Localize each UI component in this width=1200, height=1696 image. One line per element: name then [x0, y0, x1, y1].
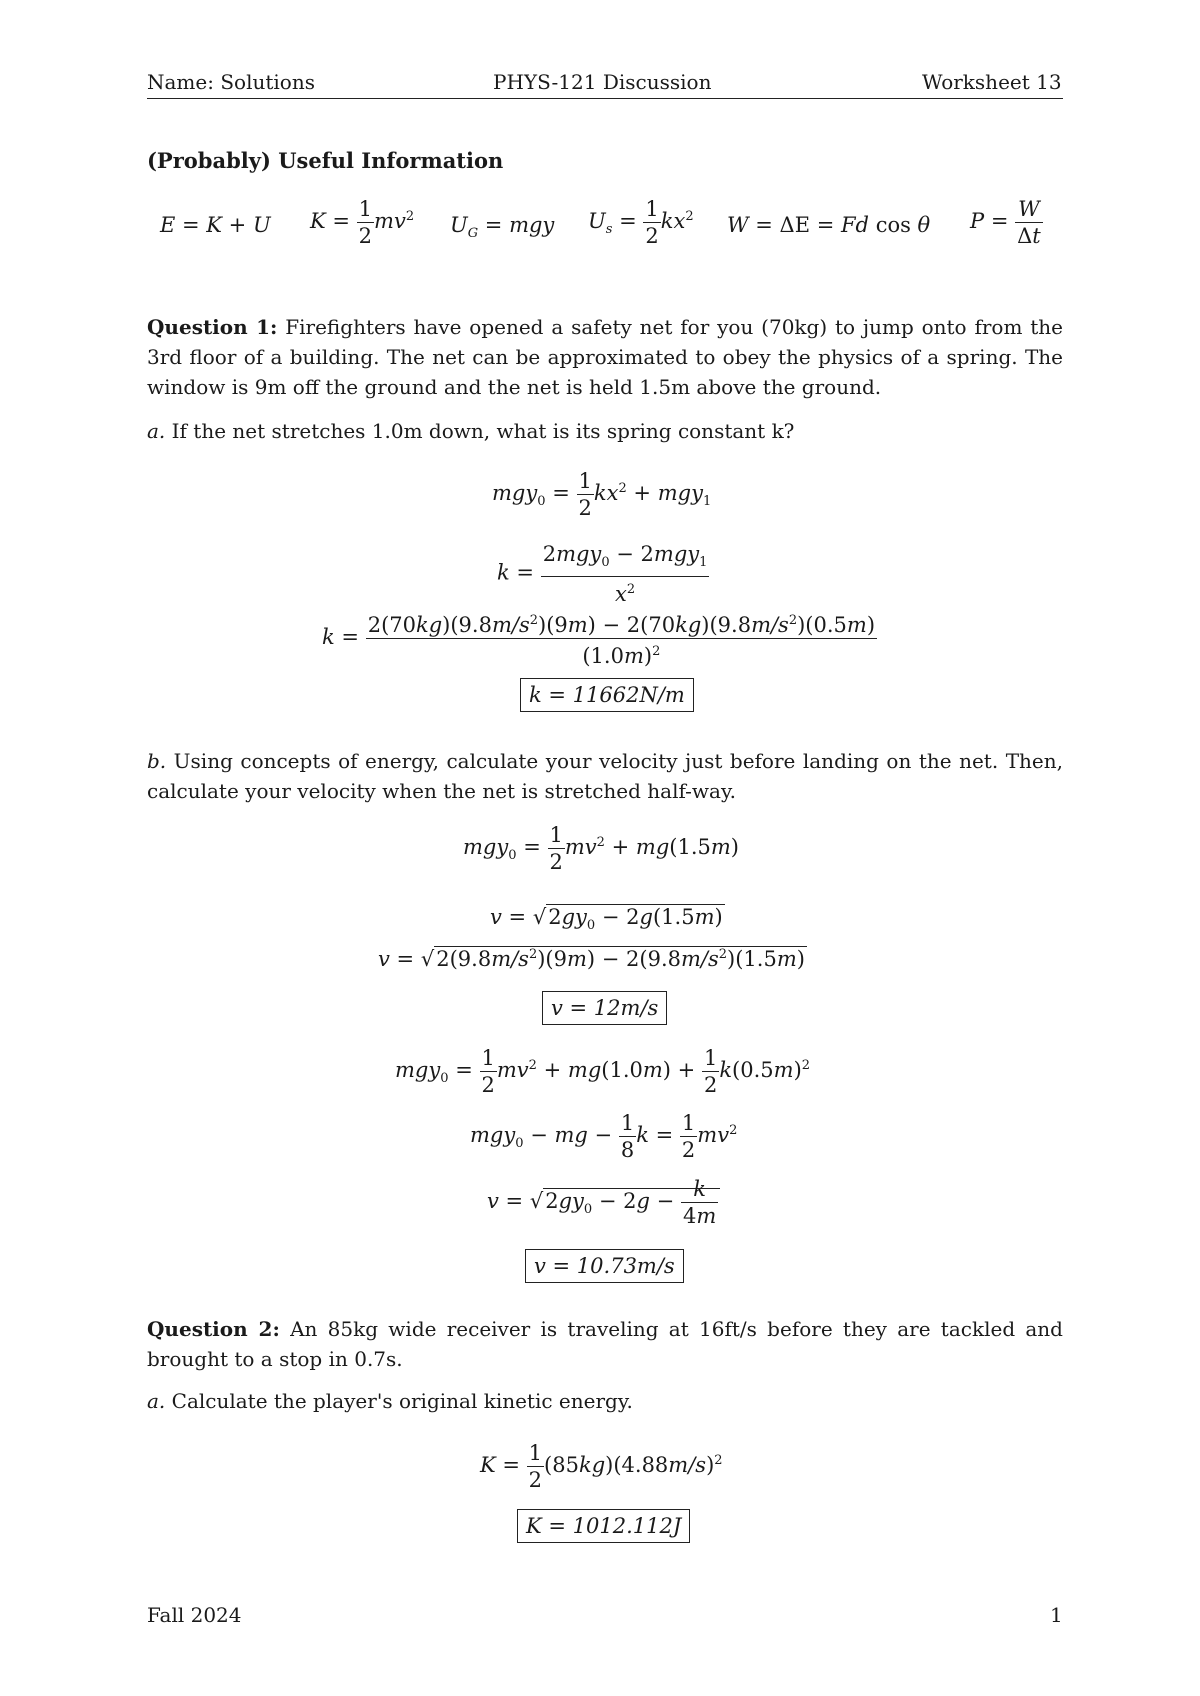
q1b-step-2: $v = √2gy_0 - 2g(1.5m)$ — [490, 905, 723, 934]
question-2-label: Question 2: — [147, 1317, 280, 1341]
formula-energy: E = K + U — [160, 213, 271, 237]
q1b-step-4: mgy$_0$ = $\frac{1}{2}$ $mv^2 + mg(1.0m)$ + $\frac{1}{2}$ $k(0.5m)^2$ — [395, 1046, 811, 1097]
q1a-step-1: mgy$_0$ = $\frac{1}{2}$ $kx^2 + mgy_1$ — [492, 469, 712, 520]
q1b-step-5: mgy$_0$ − mg − $\frac{1}{8}$ k = $\frac{1}{2}$ $mv^2$ — [470, 1111, 738, 1162]
page-number: 1 — [1050, 1603, 1063, 1627]
q1b-step-3: $v = √2(9.8m/s^2)(9m) - 2(9.8m/s^2)(1.5m)$ — [378, 947, 805, 971]
question-1 — [147, 312, 1063, 402]
q1b-answer-1: v = 12m/s — [542, 996, 667, 1020]
q2-part-a-label: a. — [147, 1389, 166, 1413]
q1a-answer: k = 11662N/m — [520, 683, 694, 707]
formula-gravitational: $U_G$ = mgy — [450, 213, 555, 242]
header-worksheet: Worksheet 13 — [922, 70, 1062, 94]
q1b-answer-2: v = 10.73m/s — [525, 1254, 684, 1278]
part-b-label: b. — [147, 749, 167, 773]
question-1a — [147, 416, 1063, 446]
q2-part-a-text: Calculate the player's original kinetic energy. — [171, 1389, 633, 1413]
footer-term: Fall 2024 — [147, 1603, 242, 1627]
question-1-label: Question 1: — [147, 315, 278, 339]
header-course: PHYS-121 Discussion — [493, 70, 712, 94]
question-1b — [147, 746, 1063, 806]
q1a-step-2: k = $\frac{2mgy_0 - 2mgy_1}{x^2}$ — [497, 542, 708, 607]
part-b-text: Using concepts of energy, calculate your velocity just before landing on the net. Then, calculate your velocity when the net is stretched half-way. — [147, 749, 1063, 803]
part-a-text: If the net stretches 1.0m down, what is its spring constant k? — [171, 419, 795, 443]
header-name: Name: Solutions — [147, 70, 315, 94]
question-2-text: An 85kg wide receiver is traveling at 16ft/s before they are tackled and brought to a stop in 0.7s. — [147, 1317, 1063, 1371]
section-title: (Probably) Useful Information — [147, 148, 504, 173]
formula-spring: $U_s$ = $\frac{1}{2}$ $kx^2$ — [588, 197, 694, 248]
q1a-step-3: k = $\frac{2(70kg)(9.8m/s^2)(9m) - 2(70kg)(9.8m/s^2)(0.5m)}{(1.0m)^2}$ — [322, 608, 877, 669]
formula-power: P = $\frac{W}{\Delta t}$ — [970, 197, 1041, 248]
q2a-step-1: K = $\frac{1}{2}$ $(85kg)(4.88m/s)^2$ — [480, 1441, 723, 1492]
q2a-answer: K = 1012.112J — [517, 1514, 690, 1538]
formula-work: W = ΔE = Fd cos θ — [727, 213, 931, 237]
formula-kinetic: K = $\frac{1}{2}$ $mv^2$ — [310, 197, 415, 248]
q1b-step-1: mgy$_0$ = $\frac{1}{2}$ $mv^2 + mg(1.5m)$ — [463, 823, 739, 874]
question-2 — [147, 1314, 1063, 1374]
q1b-step-6: $v = √2gy_0 - 2g$ − $\frac{k}{4m}$ — [487, 1176, 720, 1229]
question-2a — [147, 1386, 1063, 1416]
header-rule — [147, 98, 1063, 99]
question-1-text: Firefighters have opened a safety net for you (70kg) to jump onto from the 3rd floor of a building. The net can be approximated to obey the physics of a spring. The window is 9m off the ground and the net is held 1.5m above the ground. — [147, 315, 1064, 399]
part-a-label: a. — [147, 419, 166, 443]
